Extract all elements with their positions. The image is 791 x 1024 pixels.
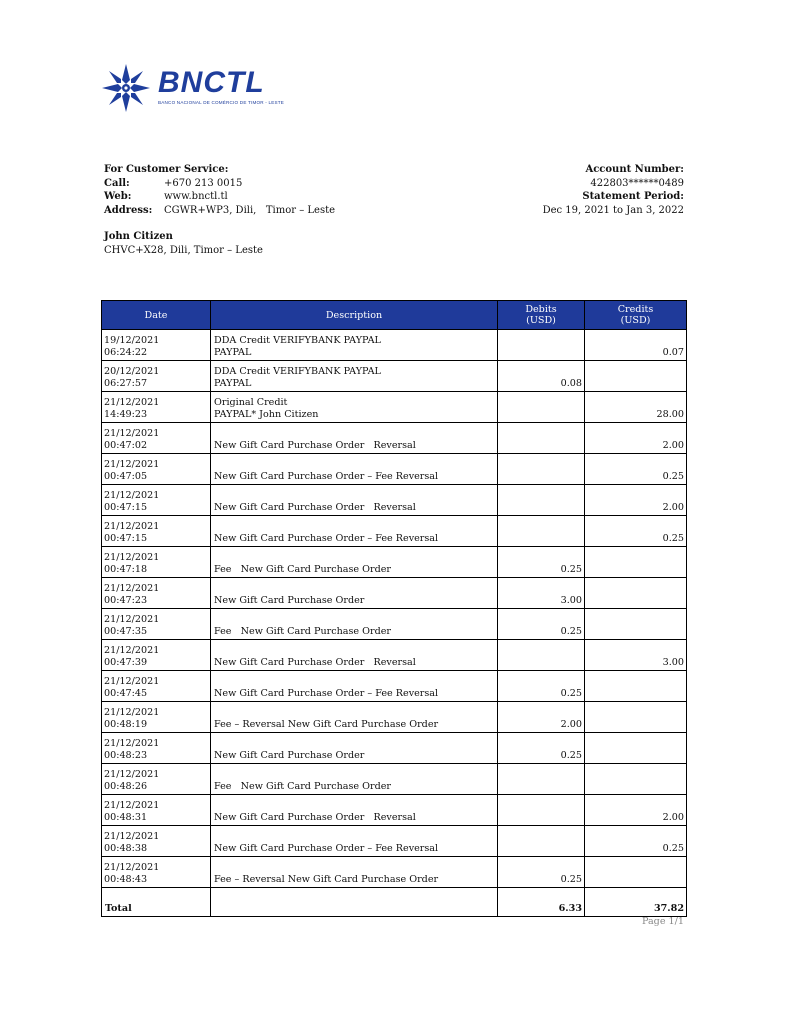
- row-time: 00:47:15: [104, 502, 148, 513]
- row-date: 21/12/2021: [104, 459, 160, 470]
- address-row: [104, 204, 335, 218]
- row-description: [211, 485, 498, 516]
- row-desc-line2: New Gift Card Purchase Order – Fee Reversal: [214, 843, 439, 854]
- row-datetime: [102, 857, 211, 888]
- row-desc-line2: New Gift Card Purchase Order: [214, 750, 365, 761]
- row-time: 00:47:45: [104, 688, 148, 699]
- table-row: [102, 578, 687, 609]
- row-credit: 0.25: [585, 454, 687, 485]
- row-desc-line2: Fee New Gift Card Purchase Order: [214, 626, 391, 637]
- row-debit: 3.00: [498, 578, 585, 609]
- row-credit: [585, 609, 687, 640]
- statement-period-value: Dec 19, 2021 to Jan 3, 2022: [542, 204, 684, 216]
- total-credit: 37.82: [585, 888, 687, 917]
- row-time: 00:48:38: [104, 843, 148, 854]
- row-debit: 0.25: [498, 857, 585, 888]
- row-time: 00:47:18: [104, 564, 148, 575]
- header-debits-label: Debits: [525, 304, 557, 315]
- table-row: [102, 330, 687, 361]
- row-desc-line2: New Gift Card Purchase Order – Fee Reversal: [214, 533, 439, 544]
- row-description: [211, 733, 498, 764]
- row-description: [211, 826, 498, 857]
- row-description: [211, 454, 498, 485]
- row-description: [211, 392, 498, 423]
- web-row: [104, 190, 335, 204]
- row-description: [211, 640, 498, 671]
- row-time: 14:49:23: [104, 409, 148, 420]
- row-credit: [585, 578, 687, 609]
- header-credits: [585, 301, 687, 330]
- row-credit: 0.25: [585, 516, 687, 547]
- row-debit: [498, 330, 585, 361]
- row-desc-line2: New Gift Card Purchase Order Reversal: [214, 812, 416, 823]
- row-time: 00:48:26: [104, 781, 148, 792]
- header-credits-unit: (USD): [620, 315, 651, 326]
- row-credit: [585, 671, 687, 702]
- row-datetime: [102, 640, 211, 671]
- row-credit: 28.00: [585, 392, 687, 423]
- row-date: 21/12/2021: [104, 831, 160, 842]
- total-row: [102, 888, 687, 917]
- table-row: [102, 702, 687, 733]
- row-date: 21/12/2021: [104, 614, 160, 625]
- row-time: 06:27:57: [104, 378, 148, 389]
- table-row: [102, 516, 687, 547]
- total-spacer: [211, 888, 498, 917]
- table-row: [102, 671, 687, 702]
- table-row: [102, 795, 687, 826]
- row-datetime: [102, 609, 211, 640]
- row-credit: 2.00: [585, 795, 687, 826]
- row-credit: [585, 361, 687, 392]
- row-desc-line1: DDA Credit VERIFYBANK PAYPAL: [214, 335, 381, 346]
- row-description: [211, 857, 498, 888]
- row-date: 21/12/2021: [104, 800, 160, 811]
- row-description: [211, 702, 498, 733]
- row-description: [211, 547, 498, 578]
- row-datetime: [102, 826, 211, 857]
- row-debit: 0.25: [498, 609, 585, 640]
- row-desc-line2: New Gift Card Purchase Order Reversal: [214, 440, 416, 451]
- row-datetime: [102, 330, 211, 361]
- row-description: [211, 609, 498, 640]
- customer-address: CHVC+X28, Dili, Timor – Leste: [104, 244, 263, 256]
- row-datetime: [102, 423, 211, 454]
- row-debit: [498, 640, 585, 671]
- row-desc-line1: Original Credit: [214, 397, 288, 408]
- table-row: [102, 857, 687, 888]
- table-row: [102, 609, 687, 640]
- row-credit: 0.07: [585, 330, 687, 361]
- web-value: www.bnctl.tl: [164, 191, 228, 203]
- address-value: CGWR+WP3, Dili, Timor – Leste: [164, 204, 336, 216]
- table-row: [102, 485, 687, 516]
- table-row: [102, 733, 687, 764]
- call-label: Call:: [104, 177, 130, 189]
- row-credit: 2.00: [585, 423, 687, 454]
- row-debit: [498, 795, 585, 826]
- customer-name: John Citizen: [104, 231, 173, 242]
- total-label: Total: [102, 888, 211, 917]
- page-number: Page 1/1: [641, 916, 684, 927]
- row-date: 21/12/2021: [104, 676, 160, 687]
- row-date: 21/12/2021: [104, 645, 160, 656]
- row-description: [211, 578, 498, 609]
- row-date: 21/12/2021: [104, 428, 160, 439]
- row-desc-line2: Fee – Reversal New Gift Card Purchase Order: [214, 874, 439, 885]
- row-datetime: [102, 485, 211, 516]
- table-header-row: [102, 301, 687, 330]
- row-description: [211, 764, 498, 795]
- row-date: 21/12/2021: [104, 738, 160, 749]
- row-datetime: [102, 764, 211, 795]
- header-description: Description: [211, 301, 498, 330]
- row-credit: [585, 547, 687, 578]
- row-description: [211, 361, 498, 392]
- logo-wordmark: BNCTL: [158, 66, 265, 99]
- row-datetime: [102, 702, 211, 733]
- row-desc-line2: Fee – Reversal New Gift Card Purchase Order: [214, 719, 439, 730]
- statement-period-label: Statement Period:: [582, 191, 684, 203]
- row-time: 00:48:31: [104, 812, 148, 823]
- service-heading: For Customer Service:: [104, 164, 229, 175]
- row-desc-line2: New Gift Card Purchase Order Reversal: [214, 502, 416, 513]
- address-label: Address:: [104, 204, 153, 216]
- customer-block: [104, 230, 263, 257]
- table-row: [102, 423, 687, 454]
- row-desc-line2: PAYPAL* John Citizen: [214, 409, 319, 420]
- row-credit: 3.00: [585, 640, 687, 671]
- row-description: [211, 330, 498, 361]
- row-credit: 2.00: [585, 485, 687, 516]
- row-debit: 0.25: [498, 671, 585, 702]
- star-logo-icon: [100, 62, 152, 114]
- row-debit: 0.25: [498, 733, 585, 764]
- row-desc-line2: PAYPAL: [214, 378, 252, 389]
- header-debits: [498, 301, 585, 330]
- total-debit: 6.33: [498, 888, 585, 917]
- row-date: 21/12/2021: [104, 707, 160, 718]
- table-row: [102, 547, 687, 578]
- row-description: [211, 516, 498, 547]
- logo-subtitle: BANCO NACIONAL DE COMÉRCIO DE TIMOR - LESTE: [158, 100, 285, 105]
- row-datetime: [102, 795, 211, 826]
- row-time: 00:47:05: [104, 471, 148, 482]
- call-value: +670 213 0015: [164, 177, 243, 189]
- table-row: [102, 826, 687, 857]
- table-row: [102, 640, 687, 671]
- row-desc-line2: New Gift Card Purchase Order – Fee Reversal: [214, 688, 439, 699]
- account-number-label: Account Number:: [585, 164, 684, 175]
- row-desc-line2: Fee New Gift Card Purchase Order: [214, 564, 391, 575]
- row-description: [211, 795, 498, 826]
- row-debit: 0.08: [498, 361, 585, 392]
- row-datetime: [102, 733, 211, 764]
- row-time: 00:47:23: [104, 595, 148, 606]
- row-datetime: [102, 392, 211, 423]
- row-description: [211, 423, 498, 454]
- row-time: 06:24:22: [104, 347, 148, 358]
- account-block: [543, 163, 684, 217]
- row-debit: 0.25: [498, 547, 585, 578]
- table-row: [102, 764, 687, 795]
- transactions-table: [101, 300, 687, 917]
- row-debit: [498, 423, 585, 454]
- row-credit: [585, 702, 687, 733]
- row-time: 00:47:02: [104, 440, 148, 451]
- row-debit: [498, 485, 585, 516]
- row-time: 00:47:35: [104, 626, 148, 637]
- row-time: 00:48:23: [104, 750, 148, 761]
- row-datetime: [102, 671, 211, 702]
- row-time: 00:48:19: [104, 719, 148, 730]
- row-date: 20/12/2021: [104, 366, 160, 377]
- web-label: Web:: [104, 191, 132, 203]
- row-credit: [585, 733, 687, 764]
- row-datetime: [102, 454, 211, 485]
- row-date: 21/12/2021: [104, 583, 160, 594]
- row-date: 21/12/2021: [104, 862, 160, 873]
- call-row: [104, 177, 335, 191]
- row-date: 21/12/2021: [104, 769, 160, 780]
- row-desc-line2: New Gift Card Purchase Order: [214, 595, 365, 606]
- row-credit: [585, 764, 687, 795]
- header-debits-unit: (USD): [526, 315, 556, 326]
- row-desc-line1: DDA Credit VERIFYBANK PAYPAL: [214, 366, 381, 377]
- row-debit: [498, 516, 585, 547]
- row-datetime: [102, 361, 211, 392]
- header-credits-label: Credits: [617, 304, 654, 315]
- row-desc-line2: Fee New Gift Card Purchase Order: [214, 781, 391, 792]
- row-datetime: [102, 516, 211, 547]
- row-debit: [498, 454, 585, 485]
- account-number-value: 422803******0489: [590, 177, 684, 189]
- row-date: 21/12/2021: [104, 397, 160, 408]
- row-time: 00:47:15: [104, 533, 148, 544]
- row-datetime: [102, 578, 211, 609]
- table-row: [102, 392, 687, 423]
- row-date: 19/12/2021: [104, 335, 160, 346]
- row-date: 21/12/2021: [104, 490, 160, 501]
- row-debit: [498, 826, 585, 857]
- row-desc-line2: PAYPAL: [214, 347, 252, 358]
- row-debit: [498, 392, 585, 423]
- row-datetime: [102, 547, 211, 578]
- row-description: [211, 671, 498, 702]
- table-row: [102, 361, 687, 392]
- row-time: 00:47:39: [104, 657, 148, 668]
- header-date: Date: [102, 301, 211, 330]
- row-debit: 2.00: [498, 702, 585, 733]
- row-debit: [498, 764, 585, 795]
- row-date: 21/12/2021: [104, 521, 160, 532]
- bank-logo: [100, 62, 290, 118]
- table-row: [102, 454, 687, 485]
- customer-service-block: [104, 163, 335, 217]
- row-desc-line2: New Gift Card Purchase Order – Fee Reversal: [214, 471, 439, 482]
- row-credit: 0.25: [585, 826, 687, 857]
- row-desc-line2: New Gift Card Purchase Order Reversal: [214, 657, 416, 668]
- row-date: 21/12/2021: [104, 552, 160, 563]
- row-credit: [585, 857, 687, 888]
- row-time: 00:48:43: [104, 874, 148, 885]
